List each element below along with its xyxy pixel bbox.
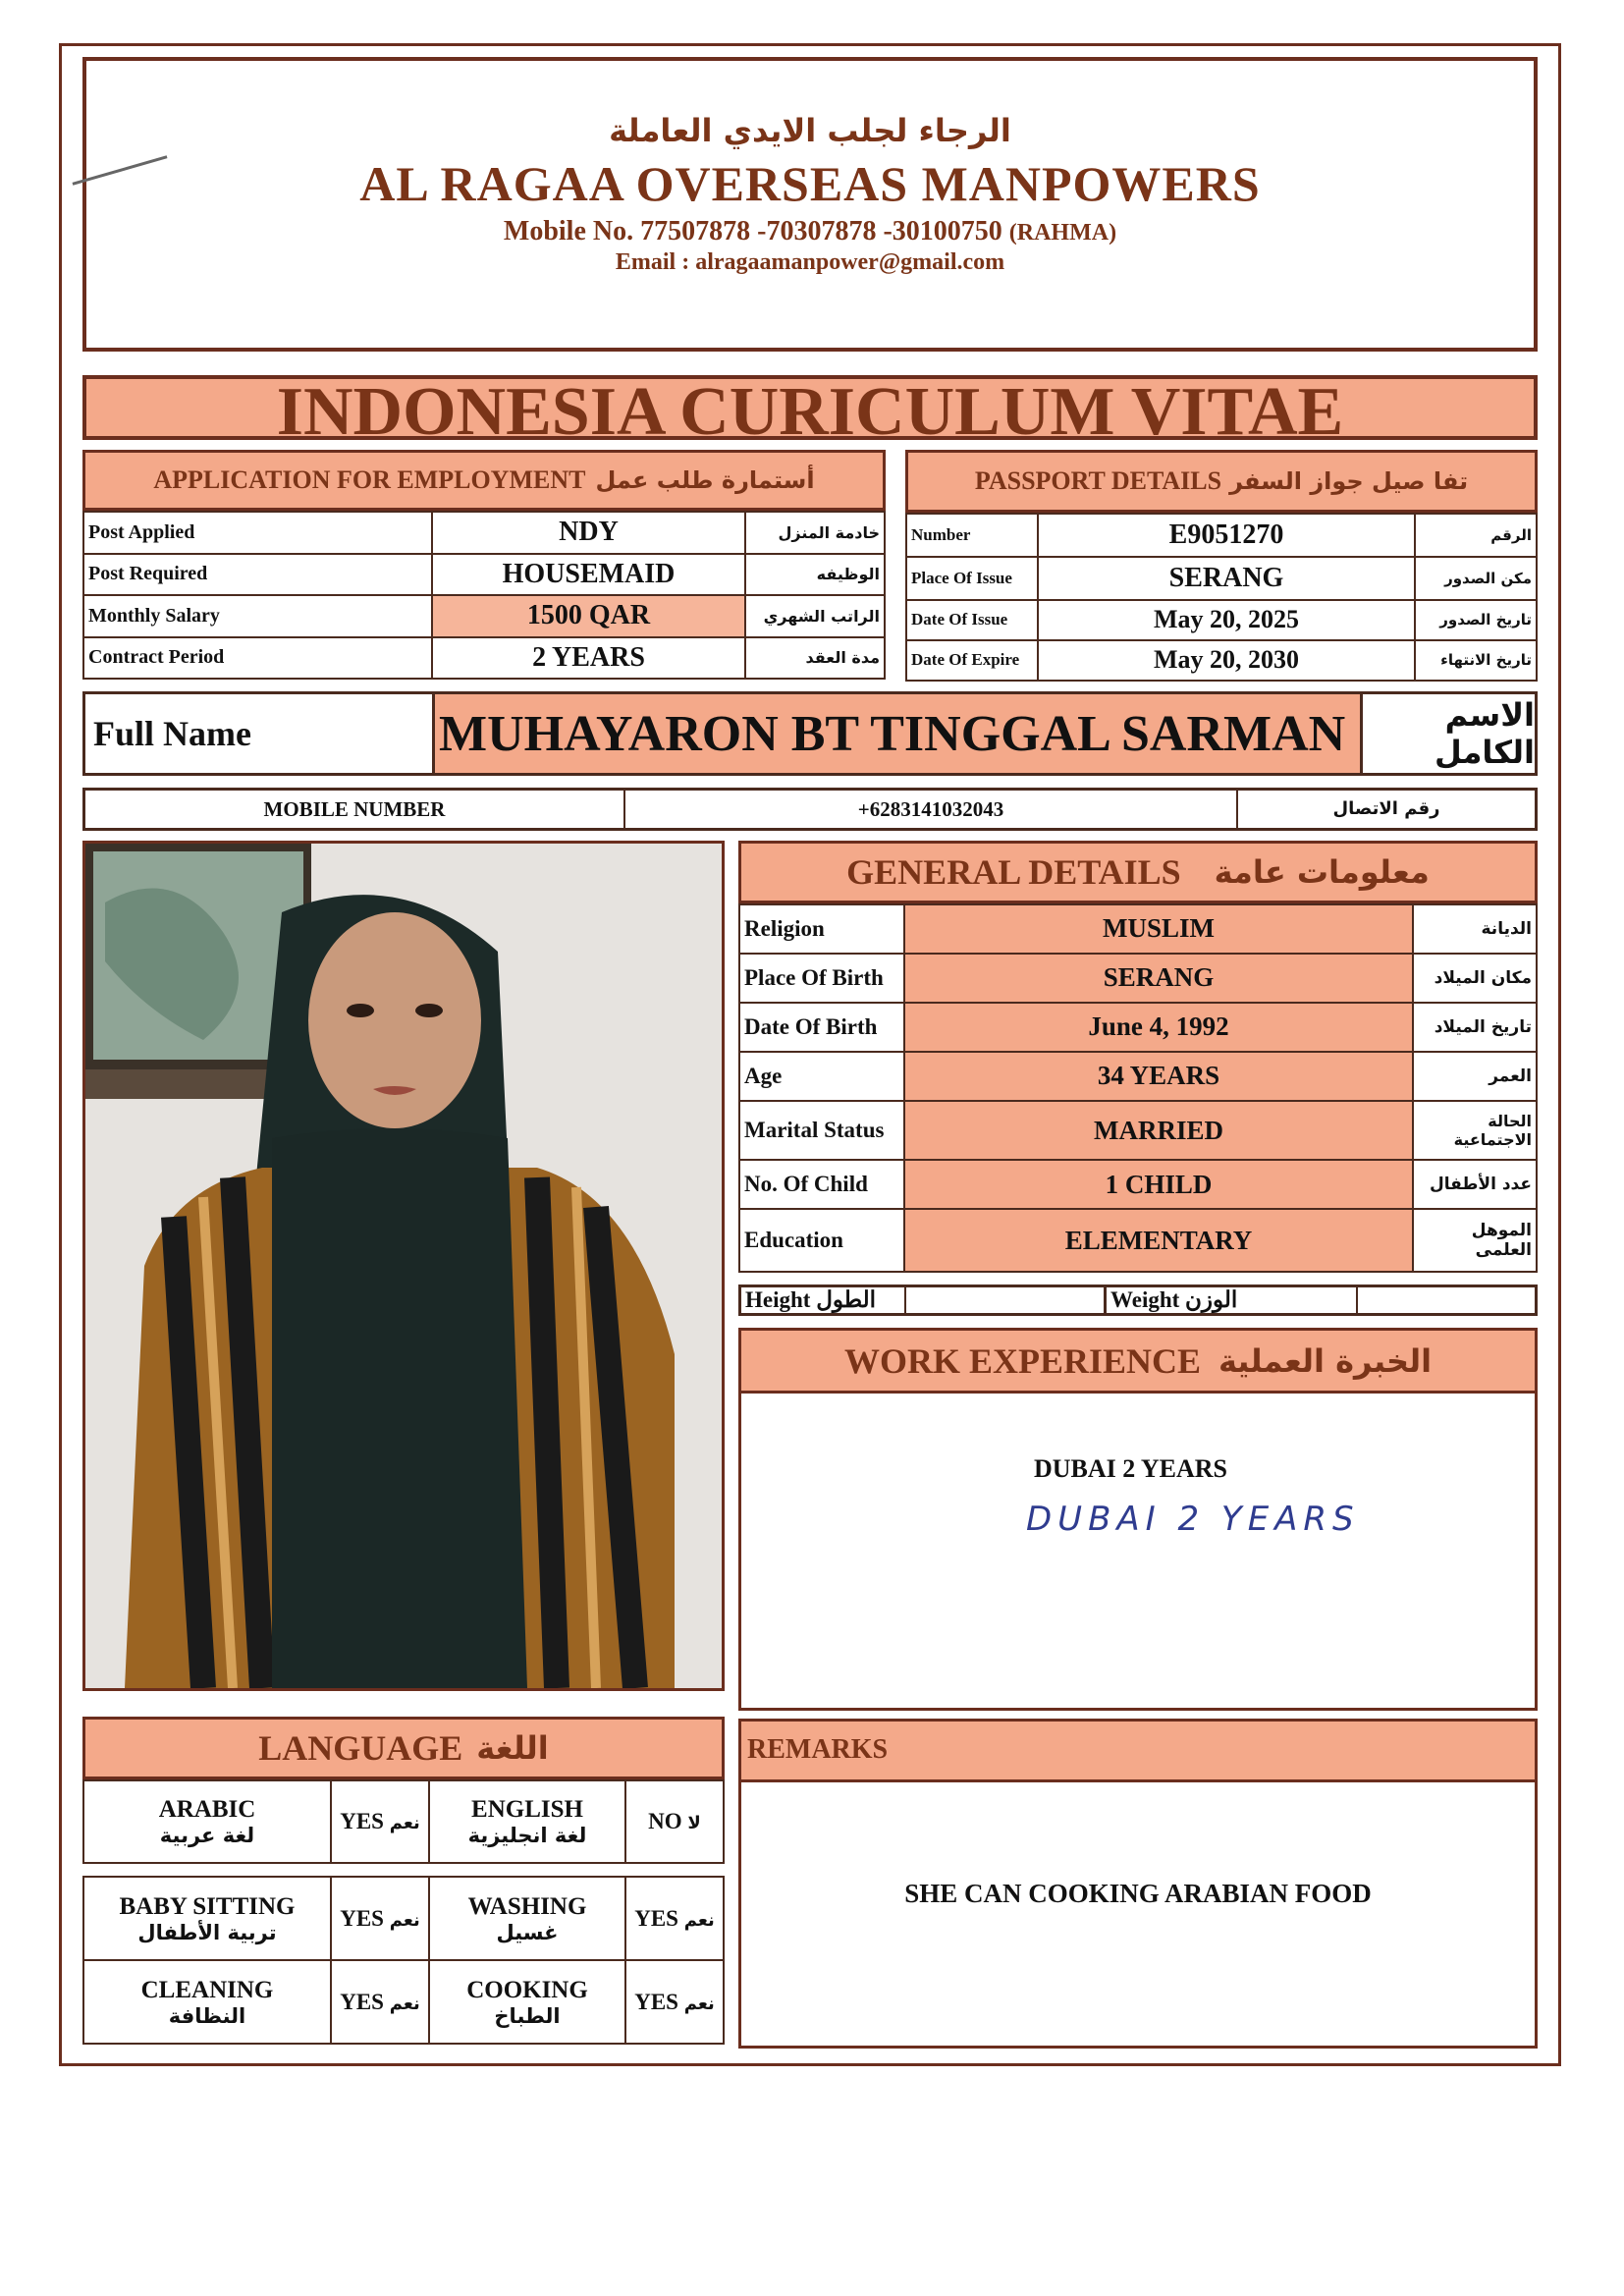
table-row (906, 640, 1537, 681)
skill-cell (429, 1960, 625, 2044)
row-label-ar: تاريخ الانتهاء (1415, 640, 1537, 681)
table-row (739, 1101, 1537, 1161)
row-label: No. Of Child (739, 1160, 904, 1209)
cv-title-banner (82, 375, 1538, 440)
passport-heading (905, 450, 1538, 513)
full-name-label: Full Name (85, 694, 435, 773)
skill-en: COOKING (466, 1976, 588, 2003)
language-section (82, 1717, 725, 2045)
answer-ar: نعم (683, 1909, 715, 1931)
row-label: Number (906, 514, 1038, 557)
row-value: May 20, 2025 (1038, 600, 1415, 640)
table-row (739, 1209, 1537, 1272)
row-label-ar: مكن الصدور (1415, 557, 1537, 600)
row-label-ar: خادمة المنزل (745, 512, 885, 554)
passport-heading-en: PASSPORT DETAILS (974, 466, 1222, 495)
skill-cell (83, 1780, 331, 1863)
row-label-ar: تاريخ الصدور (1415, 600, 1537, 640)
row-label: Age (739, 1052, 904, 1101)
table-row (739, 904, 1537, 954)
skill-cell (429, 1877, 625, 1960)
applicant-photo (82, 841, 725, 1691)
cv-title: INDONESIA CURICULUM VITAE (276, 375, 1344, 440)
row-value: June 4, 1992 (904, 1003, 1413, 1052)
application-table (82, 511, 886, 680)
skill-ar: لغة انجليزية (467, 1824, 587, 1847)
work-heading-ar: الخبرة العملية (1218, 1341, 1433, 1380)
answer-ar: نعم (389, 1813, 420, 1833)
skill-answer (625, 1960, 724, 2044)
skill-en: WASHING (467, 1892, 587, 1920)
skill-ar: النظافة (168, 2003, 246, 2028)
table-row (906, 600, 1537, 640)
company-email: Email : alragaamanpower@gmail.com (615, 249, 1005, 275)
skill-en: CLEANING (140, 1976, 274, 2003)
language-table (82, 1779, 725, 1864)
general-heading-ar: معلومات عامة (1214, 853, 1430, 891)
row-label-ar: الرقم (1415, 514, 1537, 557)
skill-ar: لغة عربية (159, 1824, 255, 1847)
row-value: NDY (432, 512, 745, 554)
table-row (83, 1960, 724, 2044)
answer-en: YES (634, 1905, 678, 1931)
row-label-ar: تاريخ الميلاد (1413, 1003, 1537, 1052)
row-label: Place Of Birth (739, 954, 904, 1003)
skill-cell (83, 1960, 331, 2044)
row-value: E9051270 (1038, 514, 1415, 557)
row-value: May 20, 2030 (1038, 640, 1415, 681)
skill-answer (625, 1877, 724, 1960)
application-heading (82, 450, 886, 511)
skill-ar: الطباخ (494, 2003, 561, 2028)
mobile-value: +6283141032043 (625, 791, 1238, 828)
skill-cell (429, 1780, 625, 1863)
row-label-ar: الوظيفه (745, 554, 885, 596)
row-value: 34 YEARS (904, 1052, 1413, 1101)
remarks-section (738, 1719, 1538, 2049)
table-row (83, 637, 885, 680)
table-row (83, 595, 885, 637)
row-value: SERANG (1038, 557, 1415, 600)
table-row (83, 1780, 724, 1863)
row-label-ar: الراتب الشهري (745, 595, 885, 637)
answer-ar: لا (687, 1813, 701, 1833)
row-label: Monthly Salary (83, 595, 432, 637)
height-weight-row (738, 1285, 1538, 1316)
language-heading (82, 1717, 725, 1779)
work-handwritten: DUBAI 2 YEARS (1026, 1500, 1360, 1539)
height-label: Height الطول (741, 1287, 906, 1313)
skills-table (82, 1876, 725, 2045)
answer-en: YES (340, 1905, 384, 1931)
general-heading (738, 841, 1538, 903)
skill-answer (625, 1780, 724, 1863)
mobile-line (86, 216, 1534, 247)
mobile-row (82, 788, 1538, 831)
answer-ar: نعم (389, 1909, 420, 1931)
row-value: 1500 QAR (432, 595, 745, 637)
remarks-text: SHE CAN COOKING ARABIAN FOOD (904, 1879, 1372, 1908)
row-label-ar: مكان الميلاد (1413, 954, 1537, 1003)
skill-answer (331, 1877, 429, 1960)
skill-ar: تربية الأطفال (137, 1920, 277, 1944)
row-value: HOUSEMAID (432, 554, 745, 596)
answer-en: YES (340, 1809, 384, 1833)
row-label: Post Applied (83, 512, 432, 554)
language-heading-en: LANGUAGE (258, 1728, 463, 1768)
passport-table (905, 513, 1538, 682)
answer-en: NO (648, 1809, 682, 1833)
skill-en: ENGLISH (471, 1796, 583, 1823)
row-label: Education (739, 1209, 904, 1272)
header-box (82, 57, 1538, 352)
table-row (83, 554, 885, 596)
work-experience-section (738, 1328, 1538, 1711)
skill-en: BABY SITTING (119, 1892, 296, 1920)
work-typed: DUBAI 2 YEARS (1034, 1454, 1227, 1483)
mobile-label: MOBILE NUMBER (85, 791, 625, 828)
company-arabic-name: الرجاء لجلب الايدي العاملة (609, 112, 1011, 149)
full-name-row (82, 691, 1538, 776)
company-mobile: Mobile No. 77507878 -70307878 -30100750 (503, 216, 1002, 246)
row-value: MUSLIM (904, 904, 1413, 954)
weight-value (1358, 1287, 1535, 1313)
company-name: AL RAGAA OVERSEAS MANPOWERS (359, 156, 1261, 211)
row-label-ar: العمر (1413, 1052, 1537, 1101)
skill-answer (331, 1780, 429, 1863)
skill-answer (331, 1960, 429, 2044)
work-heading (741, 1331, 1535, 1394)
row-label: Date Of Birth (739, 1003, 904, 1052)
row-label-ar: عدد الأطفال (1413, 1160, 1537, 1209)
applicant-photo-image (85, 844, 722, 1688)
row-label: Date Of Expire (906, 640, 1038, 681)
row-label: Marital Status (739, 1101, 904, 1161)
remarks-heading: REMARKS (741, 1722, 1535, 1782)
row-label-ar: الموهل العلمى (1413, 1209, 1537, 1272)
table-row (906, 514, 1537, 557)
row-value: ELEMENTARY (904, 1209, 1413, 1272)
skill-en: ARABIC (158, 1796, 256, 1823)
answer-en: YES (340, 1989, 384, 2014)
application-heading-ar: أستمارة طلب عمل (595, 466, 815, 494)
row-label: Contract Period (83, 637, 432, 680)
table-row (739, 1160, 1537, 1209)
mobile-label-ar: رقم الاتصال (1332, 798, 1440, 819)
row-label-ar: الديانة (1413, 904, 1537, 954)
skill-cell (83, 1877, 331, 1960)
table-row (906, 557, 1537, 600)
table-row (83, 512, 885, 554)
general-section (738, 841, 1538, 1320)
row-label: Date Of Issue (906, 600, 1038, 640)
work-heading-en: WORK EXPERIENCE (843, 1340, 1201, 1381)
application-section (82, 450, 886, 680)
row-label: Post Required (83, 554, 432, 596)
weight-label: Weight الوزن (1107, 1287, 1358, 1313)
language-heading-ar: اللغة (476, 1729, 549, 1767)
passport-section (905, 450, 1538, 682)
answer-ar: نعم (389, 1993, 420, 2014)
height-value (906, 1287, 1107, 1313)
general-table (738, 903, 1538, 1273)
row-label-ar: مدة العقد (745, 637, 885, 680)
row-value: MARRIED (904, 1101, 1413, 1161)
skill-ar: غسيل (496, 1920, 559, 1944)
row-label: Religion (739, 904, 904, 954)
table-row (739, 954, 1537, 1003)
row-label-ar: الحالة الاجتماعية (1413, 1101, 1537, 1161)
application-heading-en: APPLICATION FOR EMPLOYMENT (153, 465, 586, 494)
full-name-label-ar: الاسم الكامل (1360, 694, 1535, 773)
row-value: 1 CHILD (904, 1160, 1413, 1209)
company-mobile-suffix: (RAHMA) (1008, 220, 1117, 246)
row-value: SERANG (904, 954, 1413, 1003)
general-heading-en: GENERAL DETAILS (846, 852, 1181, 892)
passport-heading-ar: تفا صيل جواز السفر (1229, 467, 1469, 495)
table-row (739, 1003, 1537, 1052)
row-value: 2 YEARS (432, 637, 745, 680)
row-label: Place Of Issue (906, 557, 1038, 600)
full-name-value: MUHAYARON BT TINGGAL SARMAN (435, 694, 1360, 773)
table-row (83, 1877, 724, 1960)
table-row (739, 1052, 1537, 1101)
answer-ar: نعم (683, 1993, 715, 2014)
answer-en: YES (634, 1989, 678, 2014)
